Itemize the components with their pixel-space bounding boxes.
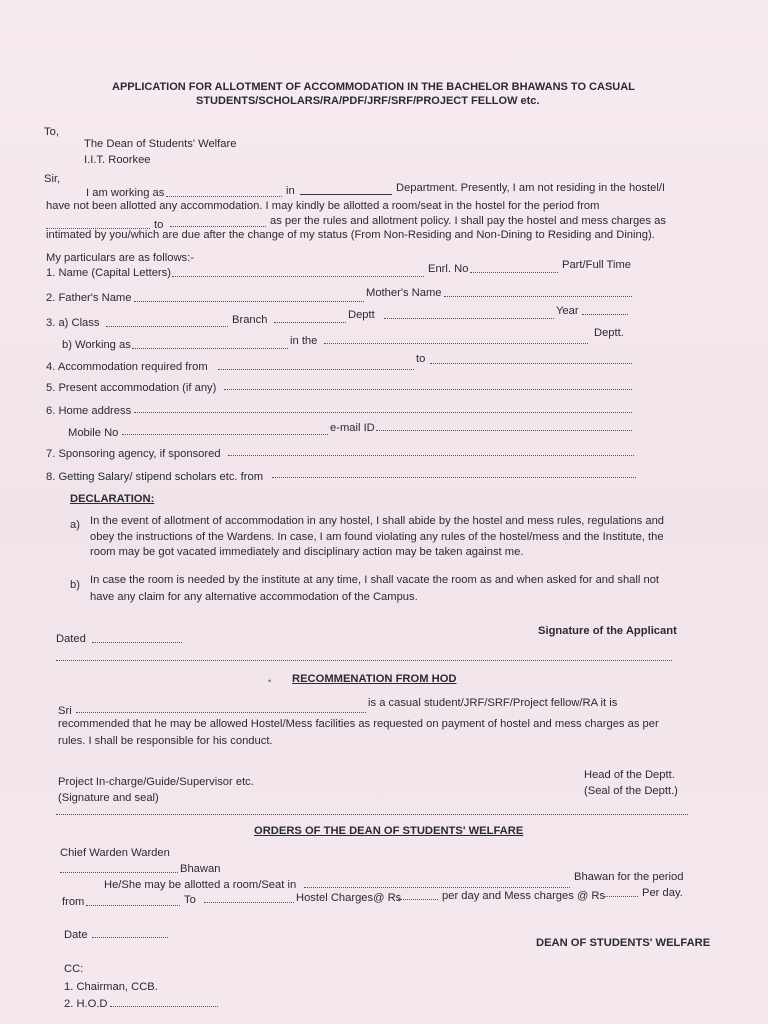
para-line1-in: in [286, 185, 295, 197]
mess-charges-input[interactable] [604, 896, 638, 897]
allotted-bhawan-input[interactable] [304, 887, 570, 888]
field-in-the-label: in the [290, 335, 318, 347]
orders-to-input[interactable] [204, 902, 294, 903]
field-year-label: Year [556, 305, 579, 317]
dated-input[interactable] [92, 642, 182, 643]
address-line1: The Dean of Students' Welfare [84, 138, 237, 150]
salary-input[interactable] [272, 477, 636, 478]
hod-label: Head of the Deptt. [584, 769, 675, 781]
field-accommodation-label: 4. Accommodation required from [46, 361, 208, 373]
orders-line1-a: He/She may be allotted a room/Seat in [104, 879, 297, 891]
orders-heading: ORDERS OF THE DEAN OF STUDENTS' WELFARE [254, 825, 524, 837]
mobile-input[interactable] [122, 434, 328, 435]
para-line1-a: I am working as [86, 187, 165, 199]
field-deptt-label: Deptt [348, 309, 375, 321]
hostel-charges-label: Hostel Charges@ Rs [296, 892, 402, 904]
para-line3-b: as per the rules and allotment policy. I shall pay the hostel and mess charges as [270, 215, 666, 227]
department-field[interactable] [300, 194, 392, 195]
field-sponsoring-label: 7. Sponsoring agency, if sponsored [46, 448, 221, 460]
dean-signature-label: DEAN OF STUDENTS' WELFARE [536, 937, 711, 949]
form-title-line2: STUDENTS/SCHOLARS/RA/PDF/JRF/SRF/PROJECT FELLOW etc. [196, 95, 540, 107]
father-name-input[interactable] [134, 301, 364, 302]
cc-item-2: 2. H.O.D [64, 998, 108, 1010]
declaration-heading: DECLARATION: [70, 493, 155, 505]
working-deptt-input[interactable] [324, 343, 588, 344]
field-home-label: 6. Home address [46, 405, 132, 417]
working-as-field[interactable] [166, 196, 282, 197]
field-working-label: b) Working as [62, 339, 131, 351]
cc-item-1: 1. Chairman, CCB. [64, 981, 158, 993]
email-input[interactable] [376, 430, 632, 431]
signature-seal-label: (Signature and seal) [58, 792, 159, 804]
year-input[interactable] [582, 314, 628, 315]
orders-line1-b: Bhawan for the period [574, 871, 684, 883]
decl-a-label: a) [70, 519, 80, 531]
field-present-label: 5. Present accommodation (if any) [46, 382, 217, 394]
part-full-time-label: Part/Full Time [562, 259, 632, 271]
mother-name-input[interactable] [444, 296, 632, 297]
applicant-signature-label: Signature of the Applicant [538, 625, 677, 637]
separator-2 [56, 814, 688, 815]
field-email-label: e-mail ID [330, 422, 375, 434]
para-line2: have not been allotted any accommodation. I may kindly be allotted a room/seat in the hostel for the period from [46, 200, 600, 212]
decl-a-line1: In the event of allotment of accommodation in any hostel, I shall abide by the hostel and mess rules, regulations and [90, 515, 665, 527]
para-line3-to: to [154, 219, 164, 231]
ink-mark: • [268, 676, 272, 686]
sponsoring-input[interactable] [228, 455, 634, 456]
class-input[interactable] [106, 326, 228, 327]
field-mobile-label: Mobile No [68, 427, 119, 439]
hod-cc-input[interactable] [110, 1006, 218, 1007]
name-input[interactable] [172, 276, 424, 277]
field-deptt2-label: Deptt. [594, 327, 624, 339]
per-day-label: Per day. [642, 887, 683, 899]
hostel-charges-input[interactable] [398, 899, 438, 900]
sri-input[interactable] [76, 712, 366, 713]
mess-charges-label: per day and Mess charges @ Rs [442, 890, 606, 902]
decl-b-label: b) [70, 579, 80, 591]
present-accommodation-input[interactable] [224, 389, 632, 390]
rec-line2: recommended that he may be allowed Hostel/Mess facilities as requested on payment of hostel and mess charges as per [58, 718, 659, 730]
decl-a-line2: obey the instructions of the Wardens. In case, I am found violating any rules of the hostel/mess and the Institute, the [90, 531, 664, 543]
sri-label: Sri [58, 705, 72, 717]
rec-line3: rules. I shall be responsible for his conduct. [58, 735, 273, 747]
project-incharge-label: Project In-charge/Guide/Supervisor etc. [58, 776, 254, 788]
rec-line1: is a casual student/JRF/SRF/Project fellow/RA it is [368, 697, 618, 709]
date-input[interactable] [92, 937, 168, 938]
period-to-field[interactable] [170, 226, 266, 227]
field-salary-label: 8. Getting Salary/ stipend scholars etc. from [46, 471, 264, 483]
home-address-input[interactable] [134, 412, 632, 413]
decl-a-line3: room may be got vacated immediately and disciplinary action may be taken against me. [90, 546, 524, 558]
hod-seal-label: (Seal of the Deptt.) [584, 785, 678, 797]
separator-1 [56, 660, 672, 661]
recommendation-heading: RECOMMENATION FROM HOD [292, 673, 457, 685]
address-line2: I.I.T. Roorkee [84, 154, 151, 166]
field-name-label: 1. Name (Capital Letters) [46, 267, 171, 279]
para-line4: intimated by you/which are due after the change of my status (From Non-Residing and Non-Dining to Residing and Dining). [46, 229, 655, 241]
bhawan-input[interactable] [60, 872, 178, 873]
accommodation-from-input[interactable] [218, 369, 414, 370]
field-accommodation-to: to [416, 353, 426, 365]
date-label: Date [64, 929, 88, 941]
field-enrl-label: Enrl. No [428, 263, 469, 275]
field-class-label: 3. a) Class [46, 317, 100, 329]
para-line1-b: Department. Presently, I am not residing in the hostel/I [396, 182, 666, 194]
orders-from-input[interactable] [86, 905, 180, 906]
working-as-input[interactable] [132, 348, 288, 349]
deptt-input[interactable] [384, 318, 554, 319]
branch-input[interactable] [274, 322, 346, 323]
field-branch-label: Branch [232, 314, 268, 326]
particulars-intro: My particulars are as follows:- [46, 252, 194, 264]
form-title-line1: APPLICATION FOR ALLOTMENT OF ACCOMMODATION IN THE BACHELOR BHAWANS TO CASUAL [112, 81, 635, 93]
salutation: Sir, [44, 173, 61, 185]
to-label: To, [44, 126, 59, 138]
orders-from-label: from [62, 896, 85, 908]
dated-label: Dated [56, 633, 86, 645]
bhawan-label: Bhawan [180, 863, 221, 875]
enrl-no-input[interactable] [470, 272, 558, 273]
decl-b-line1: In case the room is needed by the institute at any time, I shall vacate the room as and when asked for and shall not [90, 574, 660, 586]
chief-warden-label: Chief Warden Warden [60, 847, 170, 859]
cc-label: CC: [64, 963, 84, 975]
field-mother-label: Mother's Name [366, 287, 442, 299]
accommodation-to-input[interactable] [430, 363, 632, 364]
field-father-label: 2. Father's Name [46, 292, 132, 304]
decl-b-line2: have any claim for any alternative accommodation of the Campus. [90, 591, 418, 603]
orders-to-label: To [184, 894, 196, 906]
